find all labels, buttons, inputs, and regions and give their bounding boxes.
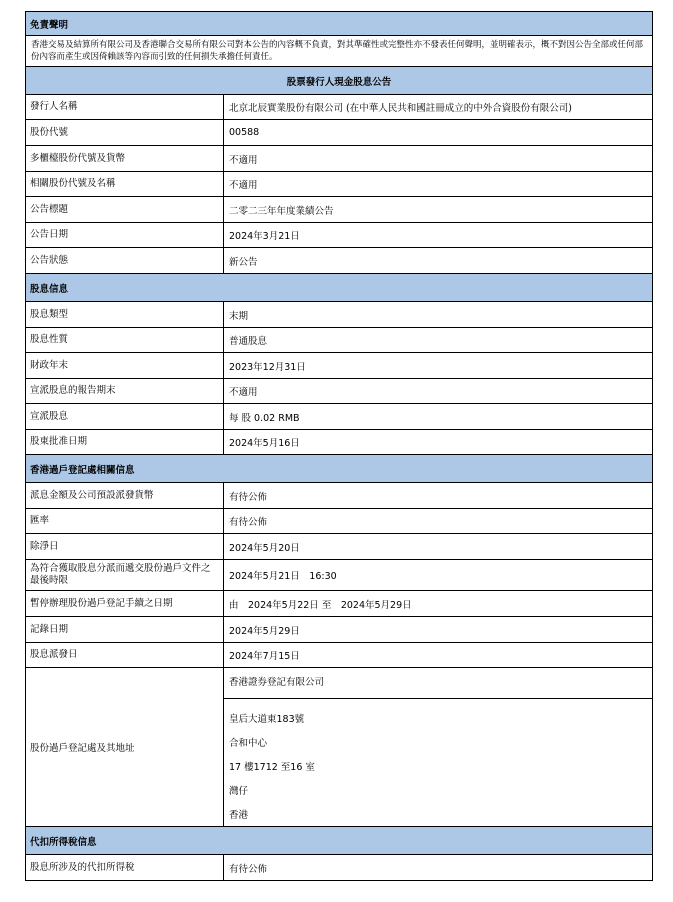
row-label: 股息所涉及的代扣所得稅 bbox=[26, 855, 224, 880]
row-value: 不適用 bbox=[229, 154, 258, 166]
row-value: 2023年12月31日 bbox=[229, 361, 306, 373]
row-value: 2024年5月16日 bbox=[229, 438, 300, 449]
row-value: 有待公佈 bbox=[229, 491, 268, 503]
row-value: 2024年7月15日 bbox=[229, 651, 300, 662]
table-row bbox=[25, 643, 653, 668]
row-label: 公告標題 bbox=[26, 197, 224, 222]
section-title: 代扣所得稅信息 bbox=[30, 836, 97, 848]
notice-title bbox=[25, 67, 653, 95]
row-label: 多櫃檯股份代號及貨幣 bbox=[26, 146, 224, 171]
table-row bbox=[25, 509, 653, 534]
table-row bbox=[25, 404, 653, 430]
address-line: 合和中心 bbox=[229, 737, 268, 749]
table-row bbox=[25, 197, 653, 223]
table-row bbox=[25, 379, 653, 404]
dividend-section-header bbox=[25, 274, 653, 302]
row-label: 派息金額及公司預設派發貨幣 bbox=[26, 483, 224, 508]
row-value: 有待公佈 bbox=[229, 863, 268, 875]
disclaimer-text: 香港交易及結算所有限公司及香港聯合交易所有限公司對本公告的內容概不負責，對其準確性或完整性亦不發表任何聲明，並明確表示，概不對因公告全部或任何部份內容而產生或因倚賴該等內容而引致的任何損失承擔任何責任。 bbox=[25, 36, 653, 67]
table-row bbox=[25, 95, 653, 120]
notice-title-text: 股票發行人現金股息公告 bbox=[286, 76, 392, 88]
table-row bbox=[25, 483, 653, 509]
row-label: 為符合獲取股息分派而遞交股份過戶文件之最後時限 bbox=[26, 560, 224, 590]
address-line: 17 樓1712 至16 室 bbox=[229, 761, 315, 773]
tax-section-header bbox=[25, 827, 653, 855]
table-row bbox=[25, 560, 653, 591]
row-value: 2024年5月29日 bbox=[229, 625, 300, 637]
row-value: 新公告 bbox=[229, 256, 258, 268]
row-label: 記錄日期 bbox=[26, 617, 224, 642]
row-label: 匯率 bbox=[26, 509, 224, 533]
table-row bbox=[25, 223, 653, 248]
row-value: 普通股息 bbox=[229, 336, 268, 347]
registrar-name: 香港證券登記有限公司 bbox=[224, 668, 652, 699]
table-row bbox=[25, 328, 653, 353]
section-title: 香港過戶登記處相關信息 bbox=[30, 464, 135, 476]
row-label: 股份代號 bbox=[26, 120, 224, 145]
row-value: 2024年3月21日 bbox=[229, 231, 300, 242]
address-line: 皇后大道東183號 bbox=[229, 713, 305, 725]
table-row bbox=[25, 430, 653, 455]
row-label: 相關股份代號及名稱 bbox=[26, 172, 224, 196]
disclaimer-header bbox=[25, 11, 653, 36]
row-value: 2024年5月20日 bbox=[229, 542, 300, 554]
table-row bbox=[25, 172, 653, 197]
row-value: 二零二三年年度業績公告 bbox=[229, 205, 334, 217]
table-row bbox=[25, 534, 653, 560]
row-value: 不適用 bbox=[229, 180, 258, 191]
table-row bbox=[25, 146, 653, 172]
table-row bbox=[25, 591, 653, 617]
row-value: 每 股 0.02 RMB bbox=[229, 412, 300, 424]
address-line: 香港 bbox=[229, 809, 249, 821]
table-row bbox=[25, 248, 653, 274]
row-value: 有待公佈 bbox=[229, 517, 268, 528]
row-value: 不適用 bbox=[229, 387, 258, 398]
disclaimer-title: 免責聲明 bbox=[30, 19, 69, 31]
dividend-announcement bbox=[25, 11, 653, 881]
table-row bbox=[25, 302, 653, 328]
registrar-address-row bbox=[25, 668, 653, 827]
section-title: 股息信息 bbox=[30, 283, 69, 295]
row-label: 公告狀態 bbox=[26, 248, 224, 273]
row-label: 公告日期 bbox=[26, 223, 224, 247]
table-row bbox=[25, 855, 653, 881]
table-row bbox=[25, 120, 653, 146]
row-value: 00588 bbox=[229, 127, 260, 138]
registrar-section-header bbox=[25, 455, 653, 483]
row-label: 股東批准日期 bbox=[26, 430, 224, 454]
address-line: 灣仔 bbox=[229, 785, 249, 797]
row-value: 由 2024年5月22日 至 2024年5月29日 bbox=[229, 599, 412, 611]
row-label: 股息性質 bbox=[26, 328, 224, 352]
row-label: 股份過戶登記處及其地址 bbox=[26, 668, 224, 826]
row-label: 財政年末 bbox=[26, 353, 224, 378]
row-value: 末期 bbox=[229, 310, 249, 322]
row-label: 發行人名稱 bbox=[26, 95, 224, 119]
row-label: 股息派發日 bbox=[26, 643, 224, 667]
row-label: 宣派股息的報告期末 bbox=[26, 379, 224, 403]
address-block bbox=[224, 668, 652, 826]
row-label: 暫停辦理股份過戶登記手續之日期 bbox=[26, 591, 224, 616]
row-value: 北京北辰實業股份有限公司 (在中華人民共和國註冊成立的中外合資股份有限公司) bbox=[229, 103, 572, 114]
row-label: 股息類型 bbox=[26, 302, 224, 327]
row-label: 宣派股息 bbox=[26, 404, 224, 429]
table-row bbox=[25, 617, 653, 643]
row-value: 2024年5月21日 16:30 bbox=[229, 571, 337, 582]
row-label: 除淨日 bbox=[26, 534, 224, 559]
table-row bbox=[25, 353, 653, 379]
